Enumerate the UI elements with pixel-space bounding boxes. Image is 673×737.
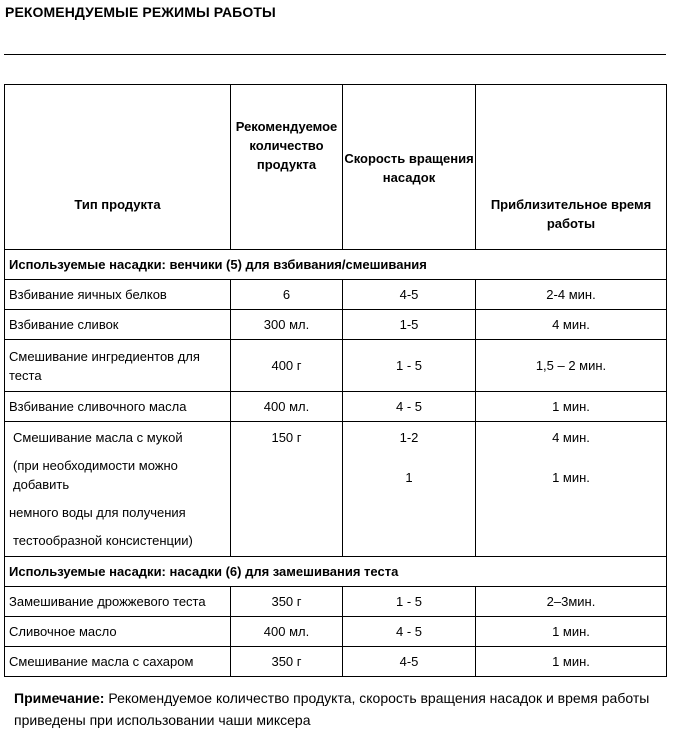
product-quantity: 400 мл. bbox=[231, 617, 343, 647]
table-header-row bbox=[5, 85, 667, 250]
section-dough-hooks bbox=[5, 557, 667, 587]
butter-flour-line4: тестообразной консистенции) bbox=[13, 533, 193, 548]
section-whisks bbox=[5, 250, 667, 280]
header-time: Приблизительное время работы bbox=[476, 85, 667, 250]
section-dough-hooks-label: Используемые насадки: насадки (6) для замешивания теста bbox=[5, 557, 667, 587]
product-name bbox=[5, 422, 231, 557]
product-speed: 4-5 bbox=[343, 280, 476, 310]
product-time: 1 мин. bbox=[476, 617, 667, 647]
product-name: Взбивание сливок bbox=[5, 310, 231, 340]
butter-flour-qty: 150 г bbox=[271, 430, 302, 445]
butter-flour-line1: Смешивание масла с мукой bbox=[13, 430, 183, 445]
header-quantity: Рекомендуемое количество продукта bbox=[231, 85, 343, 250]
title-divider bbox=[4, 54, 666, 55]
section-whisks-label: Используемые насадки: венчики (5) для взбивания/смешивания bbox=[5, 250, 667, 280]
product-quantity: 350 г bbox=[231, 587, 343, 617]
table-row bbox=[5, 422, 667, 557]
product-speed: 1 - 5 bbox=[343, 587, 476, 617]
product-name: Взбивание сливочного масла bbox=[5, 392, 231, 422]
product-speed: 4 - 5 bbox=[343, 617, 476, 647]
modes-table bbox=[4, 84, 667, 677]
product-speed: 4 - 5 bbox=[343, 392, 476, 422]
table-row bbox=[5, 617, 667, 647]
product-time: 4 мин. bbox=[476, 310, 667, 340]
header-product-type: Тип продукта bbox=[5, 85, 231, 250]
product-name: Смешивание ингредиентов для теста bbox=[5, 340, 231, 392]
footnote bbox=[14, 687, 664, 731]
product-speed: 1-5 bbox=[343, 310, 476, 340]
product-name: Взбивание яичных белков bbox=[5, 280, 231, 310]
product-speed: 1 - 5 bbox=[343, 340, 476, 392]
product-quantity bbox=[231, 422, 343, 557]
product-time: 1 мин. bbox=[476, 392, 667, 422]
product-time bbox=[476, 422, 667, 557]
table-row bbox=[5, 647, 667, 677]
product-time: 1,5 – 2 мин. bbox=[476, 340, 667, 392]
product-quantity: 400 мл. bbox=[231, 392, 343, 422]
butter-flour-speed1: 1-2 bbox=[399, 430, 419, 445]
product-name: Смешивание масла с сахаром bbox=[5, 647, 231, 677]
product-quantity: 300 мл. bbox=[231, 310, 343, 340]
butter-flour-line3: немного воды для получения bbox=[9, 505, 186, 520]
butter-flour-time1: 4 мин. bbox=[552, 430, 590, 445]
product-name: Сливочное масло bbox=[5, 617, 231, 647]
table-row bbox=[5, 310, 667, 340]
note-label: Примечание: bbox=[14, 690, 105, 706]
product-quantity: 6 bbox=[231, 280, 343, 310]
note-text: Рекомендуемое количество продукта, скорость вращения насадок и время работы приведены при использовании чаши миксера bbox=[14, 690, 650, 728]
butter-flour-line2: (при необходимости можно добавить bbox=[13, 458, 178, 492]
product-speed: 4-5 bbox=[343, 647, 476, 677]
table-row bbox=[5, 280, 667, 310]
butter-flour-time2: 1 мин. bbox=[552, 470, 590, 485]
product-time: 2–3мин. bbox=[476, 587, 667, 617]
product-quantity: 350 г bbox=[231, 647, 343, 677]
butter-flour-speed2: 1 bbox=[405, 470, 413, 485]
product-name: Замешивание дрожжевого теста bbox=[5, 587, 231, 617]
header-speed: Скорость вращения насадок bbox=[343, 85, 476, 250]
page-title: РЕКОМЕНДУЕМЫЕ РЕЖИМЫ РАБОТЫ bbox=[5, 4, 276, 20]
table-row bbox=[5, 392, 667, 422]
product-time: 1 мин. bbox=[476, 647, 667, 677]
table-row bbox=[5, 340, 667, 392]
product-quantity: 400 г bbox=[231, 340, 343, 392]
table-row bbox=[5, 587, 667, 617]
product-time: 2-4 мин. bbox=[476, 280, 667, 310]
product-speed bbox=[343, 422, 476, 557]
